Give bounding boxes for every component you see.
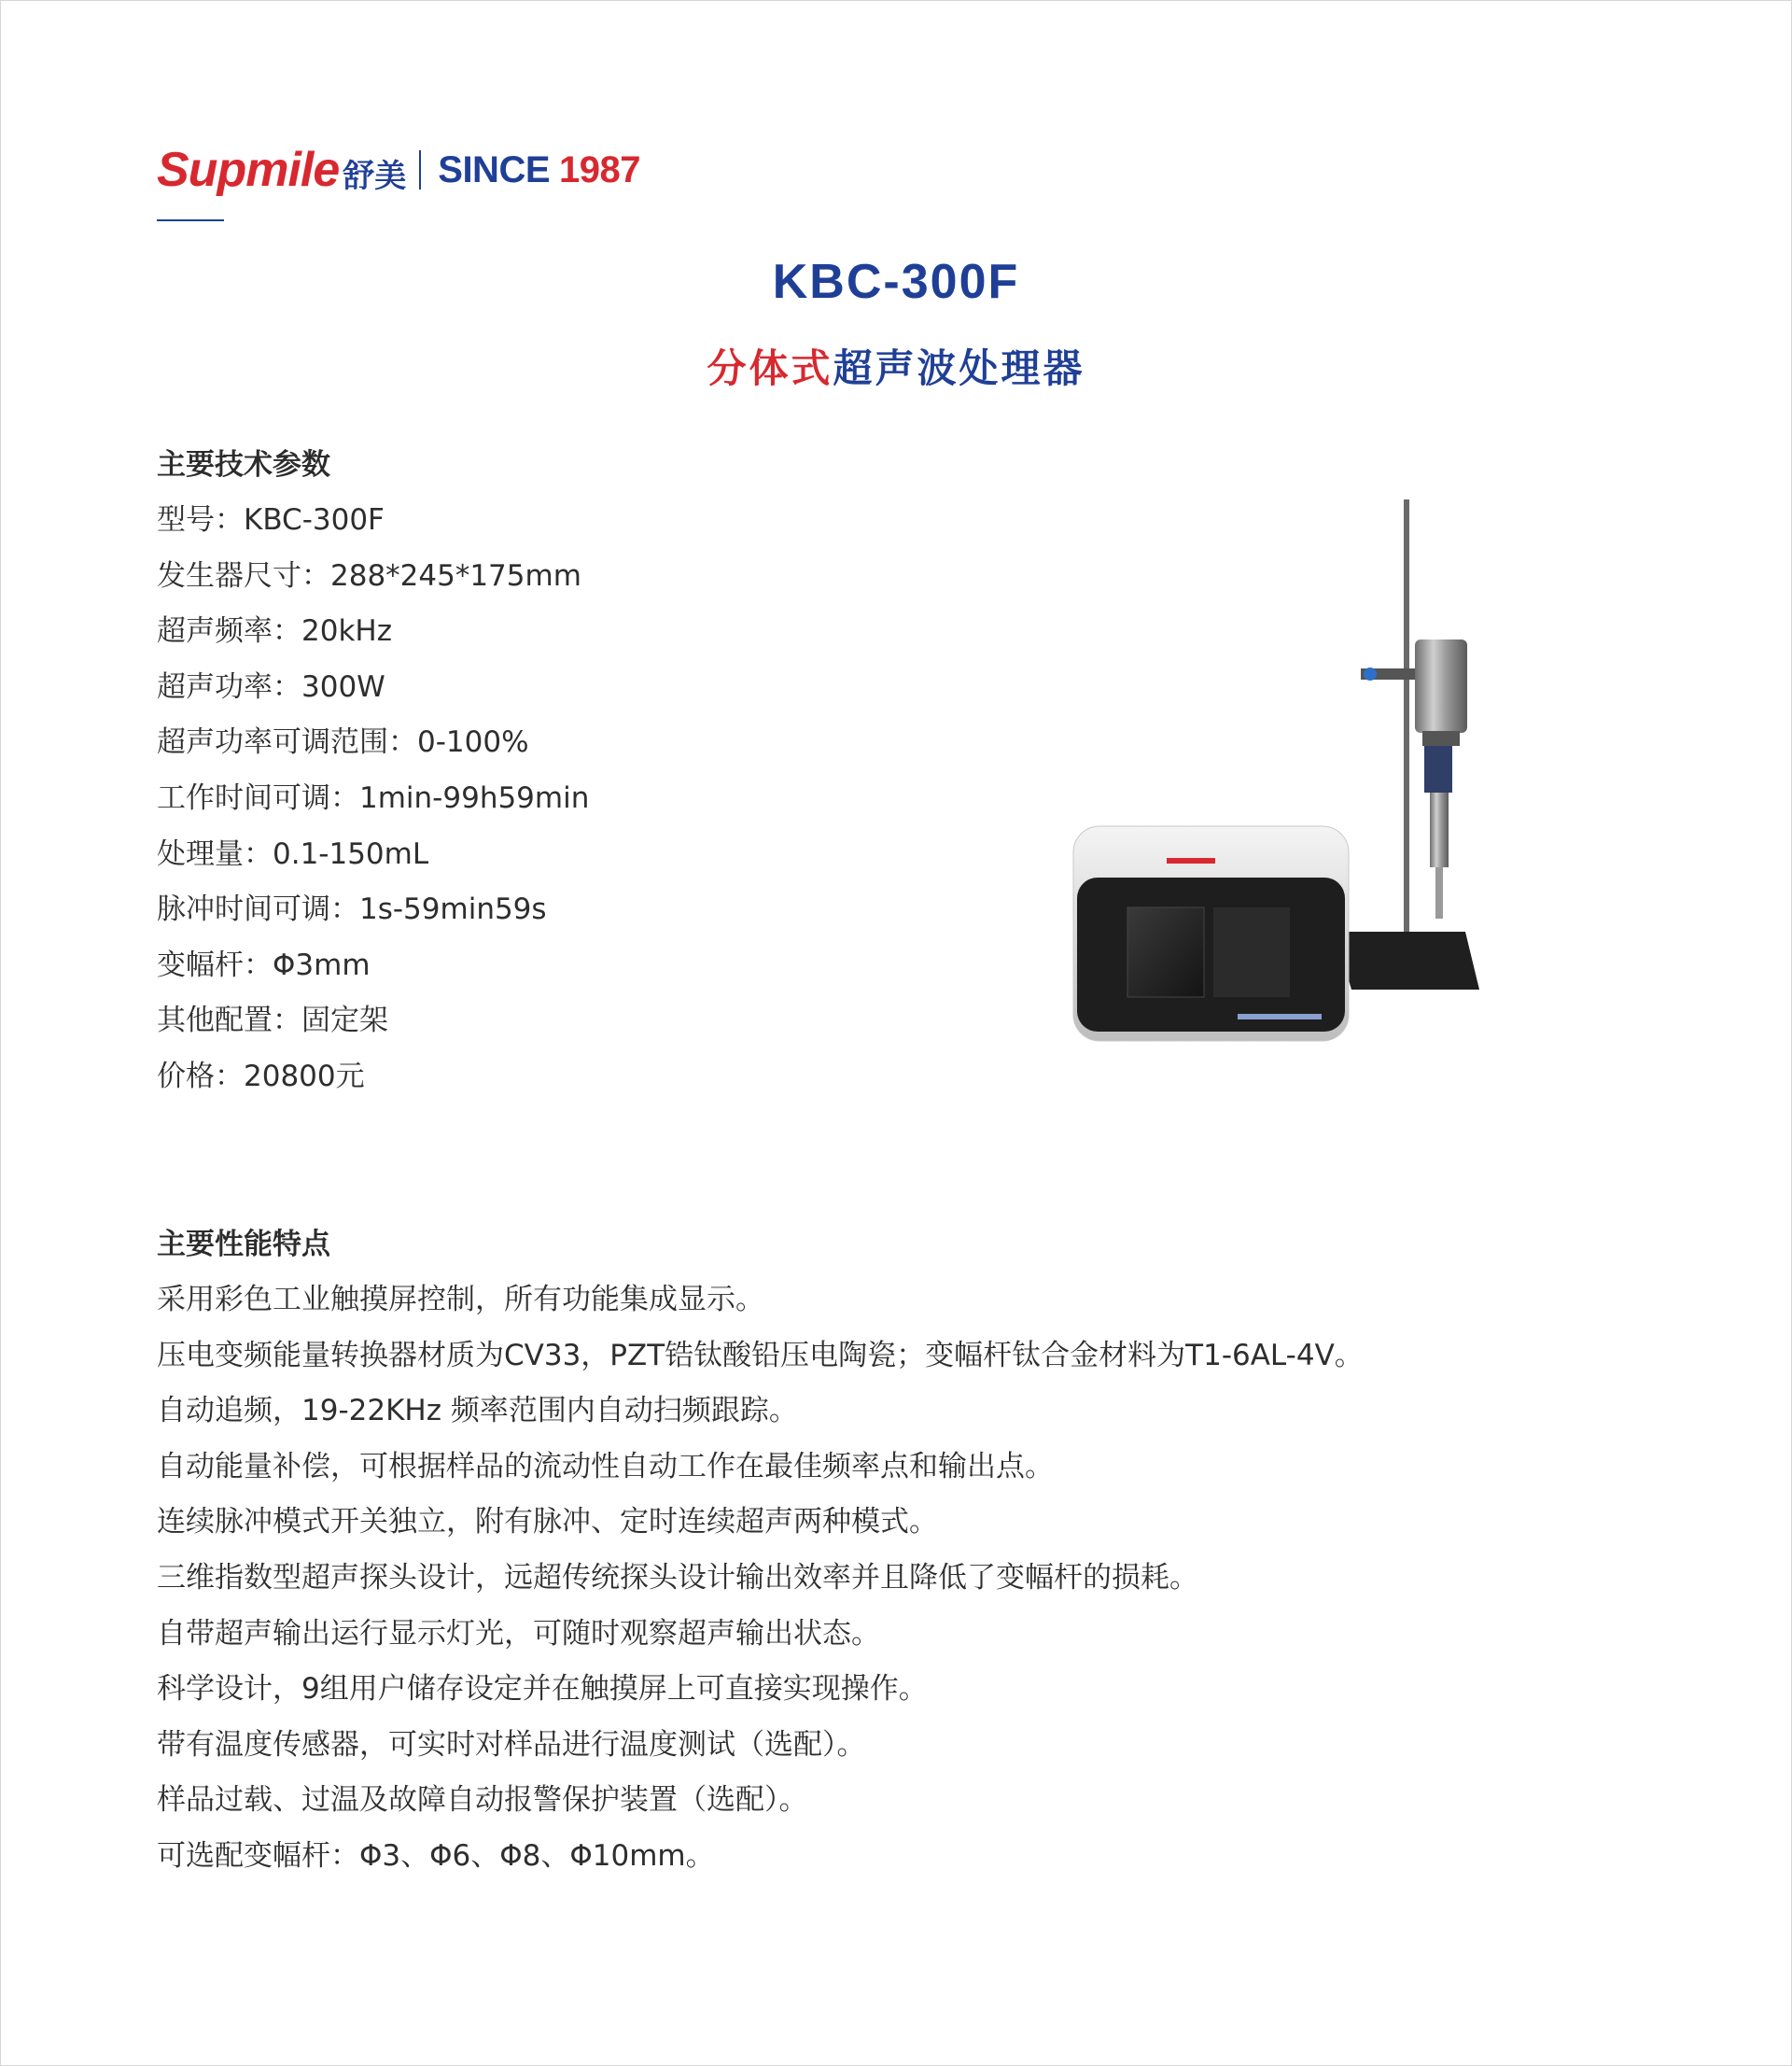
subtitle-red-part: 分体式 [707, 345, 833, 391]
brand-divider [419, 150, 421, 190]
stand-base [1335, 932, 1479, 990]
feature-item: 样品过载、过温及故障自动报警保护装置（选配）。 [157, 1783, 808, 1818]
feature-item: 采用彩色工业触摸屏控制，所有功能集成显示。 [157, 1283, 764, 1316]
brand-year: 1987 [559, 148, 640, 190]
cable-coil [1424, 746, 1452, 793]
spec-item: 工作时间可调：1min-99h59min [157, 780, 590, 815]
spec-item: 变幅杆：Φ3mm [157, 948, 371, 982]
front-panel-window [1213, 907, 1290, 997]
feature-item: 带有温度传感器，可实时对样品进行温度测试（选配）。 [157, 1727, 866, 1762]
spec-item: 超声功率可调范围：0-100% [157, 725, 529, 760]
features-heading: 主要性能特点 [157, 1228, 330, 1261]
features-section [157, 1216, 1613, 1885]
transducer-neck [1422, 731, 1460, 746]
spec-item: 超声频率：20kHz [157, 614, 392, 649]
transducer-body [1415, 639, 1467, 733]
horn [1430, 793, 1449, 867]
product-image [1055, 485, 1484, 1046]
spec-heading: 主要技术参数 [157, 448, 330, 482]
product-subtitle [0, 338, 1792, 394]
spec-item: 脉冲时间可调：1s-59min59s [157, 892, 547, 927]
feature-item: 科学设计，9组用户储存设定并在触摸屏上可直接实现操作。 [157, 1672, 928, 1707]
clamp-knob-blue [1364, 668, 1377, 681]
feature-item: 可选配变幅杆：Φ3、Φ6、Φ8、Φ10mm。 [157, 1838, 715, 1873]
brand-logo [157, 140, 640, 200]
brand-chinese-name: 舒美 [343, 157, 407, 195]
spec-item: 型号：KBC-300F [157, 503, 385, 537]
brand-since [438, 149, 640, 191]
horn-tip [1435, 867, 1443, 919]
case-logo [1167, 858, 1215, 864]
spec-item: 其他配置：固定架 [157, 1004, 388, 1038]
model-title: KBC-300F [772, 255, 1020, 309]
feature-item: 连续脉冲模式开关独立，附有脉冲、定时连续超声两种模式。 [157, 1505, 938, 1539]
spec-section [157, 437, 903, 1105]
brand-since-label: SINCE [438, 148, 551, 190]
stand-rod [1404, 499, 1409, 971]
feature-item: 自动追频，19-22KHz 频率范围内自动扫频跟踪。 [157, 1394, 798, 1428]
spec-item: 价格：20800元 [157, 1059, 365, 1093]
touch-screen [1127, 907, 1204, 997]
feature-item: 压电变频能量转换器材质为CV33，PZT锆钛酸铅压电陶瓷；变幅杆钛合金材料为T1-6AL-4V。 [157, 1338, 1364, 1372]
feature-item: 自带超声输出运行显示灯光，可随时观察超声输出状态。 [157, 1616, 880, 1651]
spec-item: 处理量：0.1-150mL [157, 836, 429, 871]
brand-underline [157, 219, 224, 221]
spec-item: 超声功率：300W [157, 669, 385, 704]
generator-front-panel [1077, 878, 1345, 1032]
case-label [1238, 1014, 1322, 1019]
subtitle-blue-part: 超声波处理器 [833, 345, 1085, 391]
feature-item: 三维指数型超声探头设计，远超传统探头设计输出效率并且降低了变幅杆的损耗。 [157, 1560, 1198, 1595]
feature-item: 自动能量补偿，可根据样品的流动性自动工作在最佳频率点和输出点。 [157, 1449, 1054, 1483]
spec-item: 发生器尺寸：288*245*175mm [157, 558, 581, 593]
brand-wordmark: Supmile [157, 143, 340, 197]
